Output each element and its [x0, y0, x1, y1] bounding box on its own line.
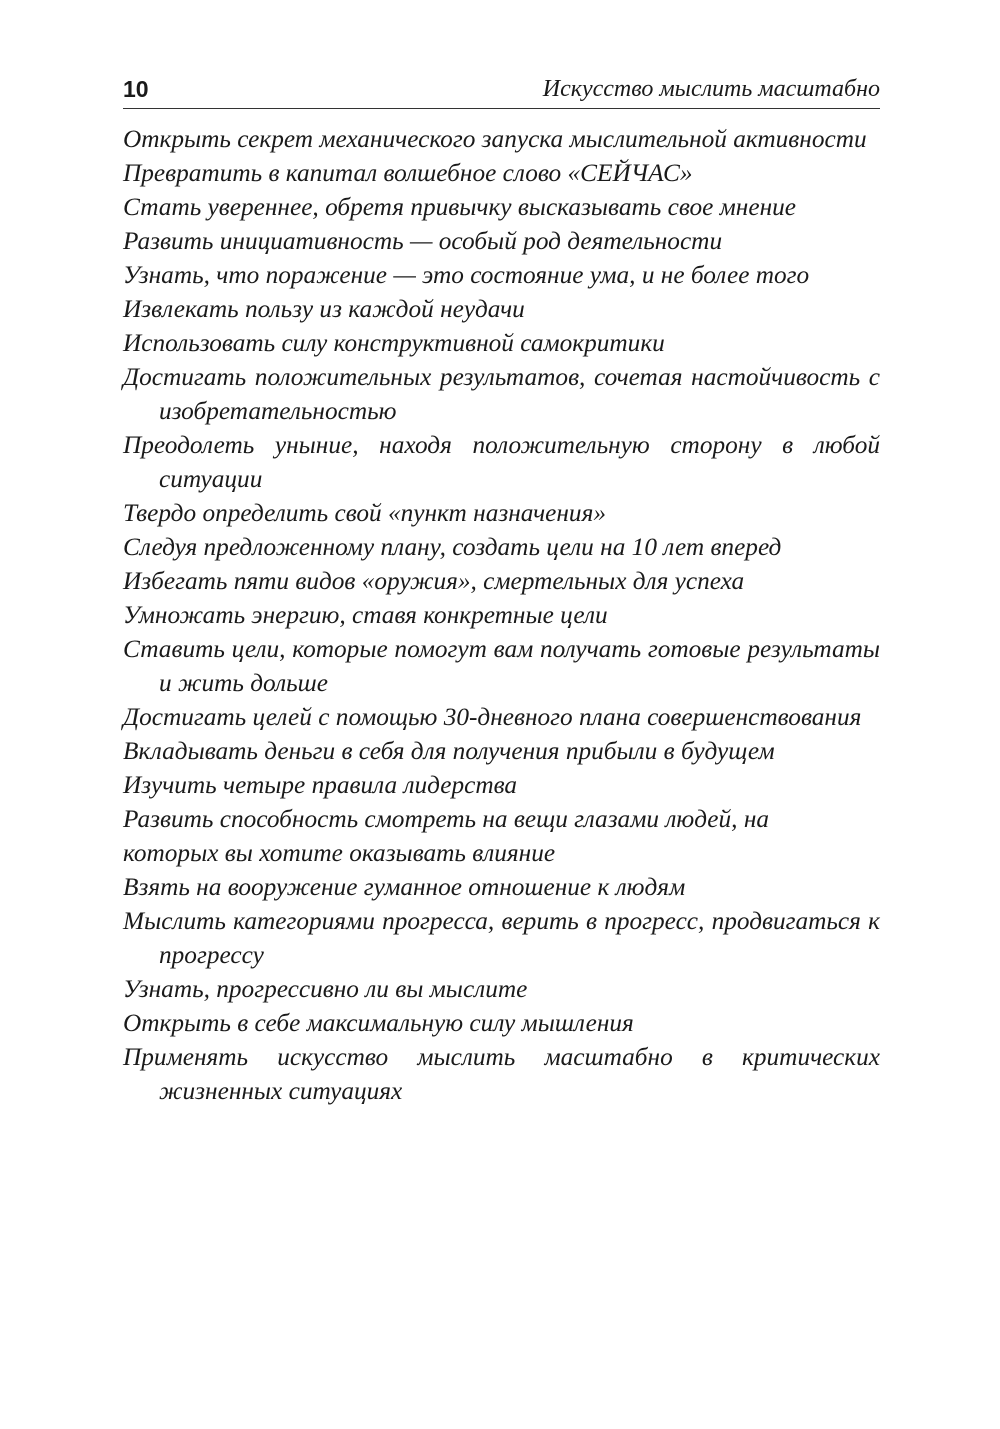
list-item: Достигать положительных результатов, сочетая настойчивость с изобретательностью — [123, 363, 880, 425]
list-item: Превратить в капитал волшебное слово «СЕЙЧАС» — [123, 159, 693, 187]
list-item: Взять на вооружение гуманное отношение к людям — [123, 873, 686, 901]
list-item: Следуя предложенному плану, создать цели на 10 лет вперед — [123, 533, 782, 561]
list-item: Применять искусство мыслить масштабно в критических жизненных ситуациях — [123, 1043, 880, 1105]
list-item: Развить способность смотреть на вещи глазами людей, на — [123, 805, 770, 833]
page-number: 10 — [123, 76, 149, 102]
book-page — [123, 0, 880, 1105]
running-title: Искусство мыслить масштабно — [542, 76, 880, 102]
list-item: Твердо определить свой «пункт назначения» — [123, 499, 606, 527]
running-header — [123, 0, 880, 110]
list-item: Узнать, прогрессивно ли вы мыслите — [123, 975, 528, 1003]
header-rule — [123, 108, 880, 109]
list-item: Вкладывать деньги в себя для получения прибыли в будущем — [123, 737, 775, 765]
list-item: которых вы хотите оказывать влияние — [123, 839, 556, 867]
list-item: Развить инициативность — особый род деятельности — [123, 227, 723, 255]
list-item: Преодолеть уныние, находя положительную сторону в любой ситуации — [123, 431, 880, 493]
list-item: Избегать пяти видов «оружия», смертельных для успеха — [123, 567, 745, 595]
list-item: Открыть в себе максимальную силу мышления — [123, 1009, 634, 1037]
list-item: Мыслить категориями прогресса, верить в прогресс, продвигаться к прогрессу — [123, 907, 880, 969]
list-item: Изучить четыре правила лидерства — [123, 771, 518, 799]
goals-list — [123, 122, 880, 1108]
list-item: Стать увереннее, обретя привычку высказывать свое мнение — [123, 193, 797, 221]
list-item: Использовать силу конструктивной самокритики — [123, 329, 665, 357]
list-item: Достигать целей с помощью 30-дневного плана совершенствования — [123, 703, 862, 731]
list-item: Умножать энергию, ставя конкретные цели — [123, 601, 608, 629]
list-item: Открыть секрет механического запуска мыслительной активности — [123, 125, 867, 153]
list-item: Узнать, что поражение — это состояние ума, и не более того — [123, 261, 810, 289]
list-item: Ставить цели, которые помогут вам получать готовые результаты и жить дольше — [123, 635, 880, 697]
list-item: Извлекать пользу из каждой неудачи — [123, 295, 525, 323]
